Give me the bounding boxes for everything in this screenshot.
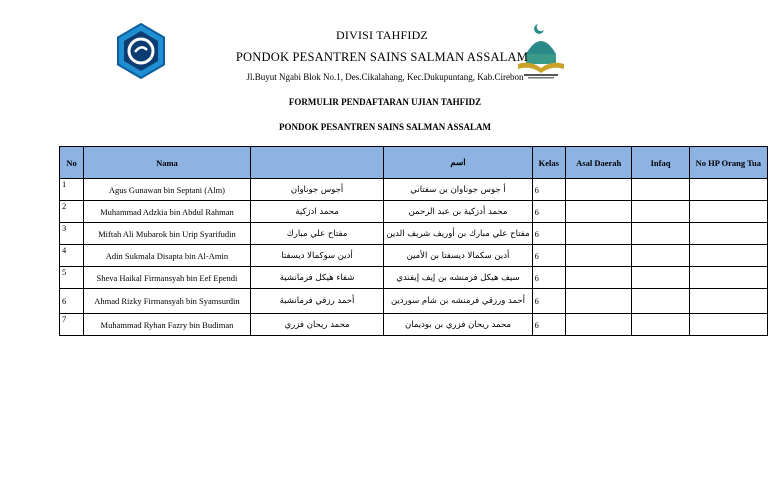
row-kelas: 6 <box>532 201 565 223</box>
header-arabic-name <box>250 147 384 179</box>
row-nama: Miftah Ali Mubarok bin Urip Syarifudin <box>84 223 251 245</box>
division-title: DIVISI TAHFIDZ <box>336 28 428 42</box>
row-asal-daerah[interactable] <box>565 245 632 267</box>
table-header-row <box>60 147 768 179</box>
form-subtitle: PONDOK PESANTREN SAINS SALMAN ASSALAM <box>278 122 492 132</box>
school-name: PONDOK PESANTREN SAINS SALMAN ASSALAM <box>235 50 529 64</box>
row-asal-daerah[interactable] <box>565 314 632 336</box>
row-infaq[interactable] <box>632 223 689 245</box>
row-no-hp[interactable] <box>689 223 767 245</box>
header-asal-daerah: Asal Daerah <box>565 147 632 179</box>
row-infaq[interactable] <box>632 289 689 314</box>
row-nama: Agus Gunawan bin Septani (Alm) <box>84 179 251 201</box>
row-ism: أدين سكمالا ديسفتا بن الأمين <box>384 245 532 267</box>
header-nama: Nama <box>84 147 251 179</box>
row-kelas: 6 <box>532 223 565 245</box>
row-ism: أ جوس جوناوان بن سفتاني <box>384 179 532 201</box>
row-no: 4 <box>60 245 84 267</box>
table-row <box>60 289 768 314</box>
row-arabic-name: محمد ريحان فزري <box>250 314 384 336</box>
row-infaq[interactable] <box>632 267 689 289</box>
row-no: 1 <box>60 179 84 201</box>
row-no: 5 <box>60 267 84 289</box>
row-asal-daerah[interactable] <box>565 201 632 223</box>
table-row <box>60 245 768 267</box>
row-ism: مفتاح علي مبارك بن أوريف شريف الدين <box>384 223 532 245</box>
header-ism: اسم <box>384 147 532 179</box>
row-no-hp[interactable] <box>689 179 767 201</box>
header-infaq: Infaq <box>632 147 689 179</box>
row-no: 6 <box>60 289 84 314</box>
row-infaq[interactable] <box>632 314 689 336</box>
row-nama: Ahmad Rizky Firmansyah bin Syamsurdin <box>84 289 251 314</box>
row-no: 2 <box>60 201 84 223</box>
row-ism: محمد ريحان فزري بن بوديمان <box>384 314 532 336</box>
header-no: No <box>60 147 84 179</box>
table-row <box>60 201 768 223</box>
row-kelas: 6 <box>532 245 565 267</box>
table-row <box>60 179 768 201</box>
row-infaq[interactable] <box>632 245 689 267</box>
row-no-hp[interactable] <box>689 289 767 314</box>
table-row <box>60 267 768 289</box>
row-infaq[interactable] <box>632 179 689 201</box>
registration-table <box>59 146 768 336</box>
row-ism: سيف هيكل فرمنشه بن إيف إيفندي <box>384 267 532 289</box>
row-asal-daerah[interactable] <box>565 179 632 201</box>
row-asal-daerah[interactable] <box>565 267 632 289</box>
row-kelas: 6 <box>532 314 565 336</box>
row-nama: Adin Sukmala Disapta bin Al-Amin <box>84 245 251 267</box>
row-no: 3 <box>60 223 84 245</box>
row-arabic-name: أحمد رزقي فرمانشية <box>250 289 384 314</box>
row-asal-daerah[interactable] <box>565 223 632 245</box>
row-ism: محمد أدزكية بن عبد الرحمن <box>384 201 532 223</box>
row-kelas: 6 <box>532 267 565 289</box>
row-no-hp[interactable] <box>689 245 767 267</box>
table-row <box>60 223 768 245</box>
row-no-hp[interactable] <box>689 201 767 223</box>
row-nama: Muhammad Adzkia bin Abdul Rahman <box>84 201 251 223</box>
row-kelas: 6 <box>532 179 565 201</box>
row-nama: Muhammad Ryhan Fazry bin Budiman <box>84 314 251 336</box>
row-asal-daerah[interactable] <box>565 289 632 314</box>
row-no-hp[interactable] <box>689 267 767 289</box>
row-arabic-name: شفاء هيكل فرمانشية <box>250 267 384 289</box>
row-arabic-name: أدين سوكمالا ديسفتا <box>250 245 384 267</box>
row-nama: Sheva Haikal Firmansyah bin Eef Ependi <box>84 267 251 289</box>
header-kelas: Kelas <box>532 147 565 179</box>
row-arabic-name: محمد ادزكية <box>250 201 384 223</box>
row-arabic-name: أجوس جوناوان <box>250 179 384 201</box>
row-arabic-name: مفتاح علي مبارك <box>250 223 384 245</box>
row-no-hp[interactable] <box>689 314 767 336</box>
table-row <box>60 314 768 336</box>
school-address: Jl.Buyut Ngabi Blok No.1, Des.Cikalahang, Kec.Dukupuntang, Kab.Cirebon <box>246 72 524 82</box>
header-no-hp: No HP Orang Tua <box>689 147 767 179</box>
school-logo-icon <box>112 22 170 80</box>
row-infaq[interactable] <box>632 201 689 223</box>
row-kelas: 6 <box>532 289 565 314</box>
row-ism: أحمد ورزقي فرمنشه بن شام سوردين <box>384 289 532 314</box>
form-title: FORMULIR PENDAFTARAN UJIAN TAHFIDZ <box>288 97 482 107</box>
row-no: 7 <box>60 314 84 336</box>
